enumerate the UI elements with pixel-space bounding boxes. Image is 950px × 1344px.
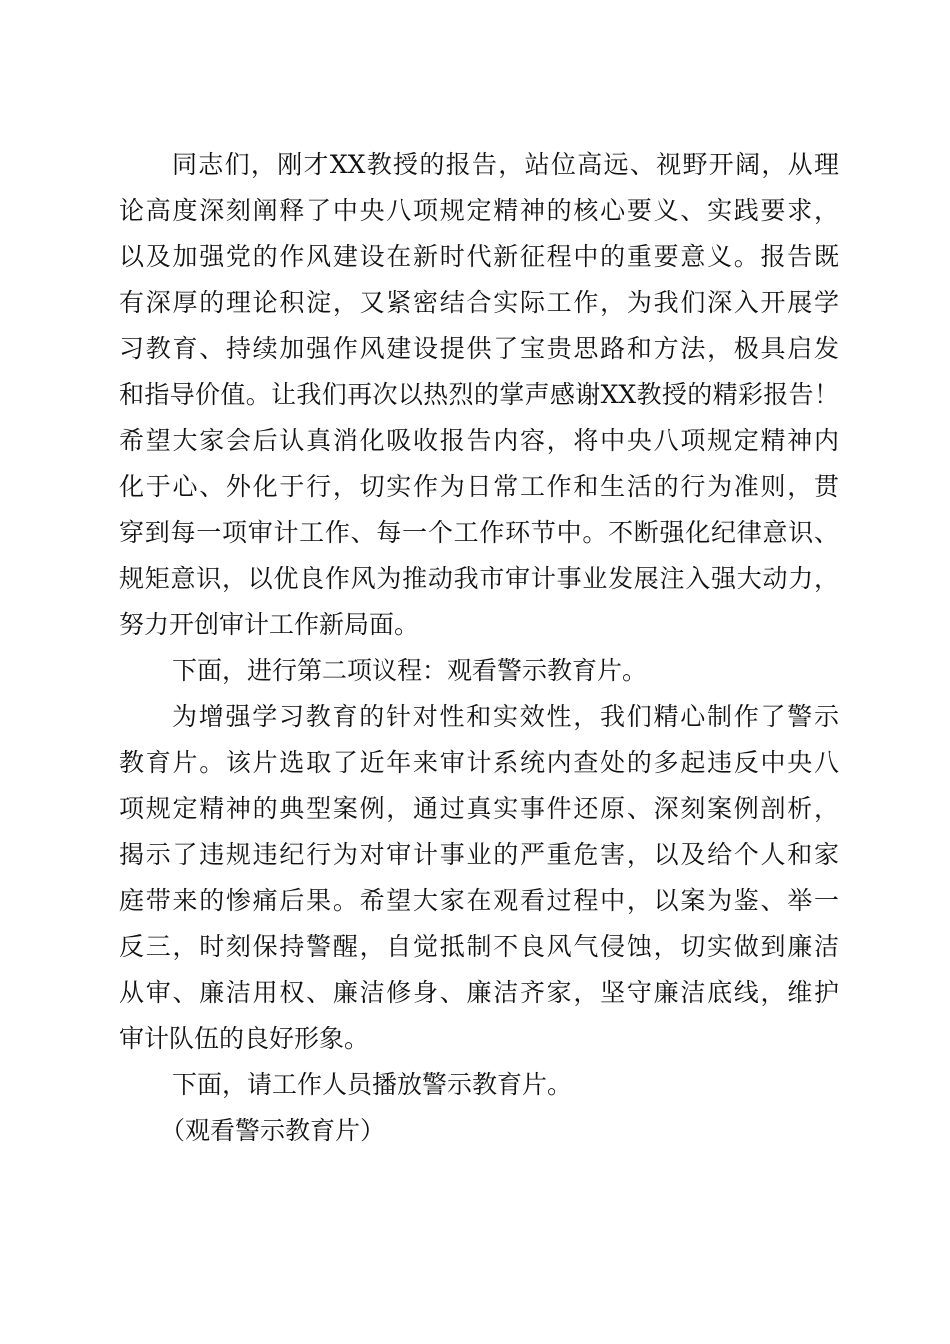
text-line: 反三，时刻保持警醒，自觉抵制不良风气侵蚀，切实做到廉洁	[119, 932, 839, 961]
text-line: 努力开创审计工作新局面。	[119, 610, 420, 639]
text-line: 下面，进行第二项议程：观看警示教育片。	[172, 656, 648, 685]
text-line: 项规定精神的典型案例，通过真实事件还原、深刻案例剖析，	[119, 794, 839, 823]
text-line: 希望大家会后认真消化吸收报告内容，将中央八项规定精神内	[119, 426, 839, 455]
text-line: 揭示了违规违纪行为对审计事业的严重危害，以及给个人和家	[119, 840, 839, 869]
text-line: 化于心、外化于行，切实作为日常工作和生活的行为准则，贯	[119, 472, 839, 501]
text-line: 规矩意识，以优良作风为推动我市审计事业发展注入强大动力，	[119, 564, 839, 593]
text-line: 庭带来的惨痛后果。希望大家在观看过程中，以案为鉴、举一	[119, 886, 839, 915]
text-line: 为增强学习教育的针对性和实效性，我们精心制作了警示	[172, 702, 839, 731]
text-line: 有深厚的理论积淀，又紧密结合实际工作，为我们深入开展学	[119, 288, 839, 317]
text-line: 和指导价值。让我们再次以热烈的掌声感谢XX教授的精彩报告！	[119, 380, 839, 409]
text-line: 穿到每一项审计工作、每一个工作环节中。不断强化纪律意识、	[119, 518, 839, 547]
text-line: 从审、廉洁用权、廉洁修身、廉洁齐家，坚守廉洁底线，维护	[119, 978, 839, 1007]
text-line: （观看警示教育片）	[160, 1116, 386, 1145]
text-line: 以及加强党的作风建设在新时代新征程中的重要意义。报告既	[119, 242, 839, 271]
text-line: 下面，请工作人员播放警示教育片。	[172, 1070, 573, 1099]
text-line: 教育片。该片选取了近年来审计系统内查处的多起违反中央八	[119, 748, 839, 777]
text-line: 同志们，刚才XX教授的报告，站位高远、视野开阔，从理	[172, 150, 839, 179]
text-line: 审计队伍的良好形象。	[119, 1024, 370, 1053]
text-line: 论高度深刻阐释了中央八项规定精神的核心要义、实践要求，	[119, 196, 839, 225]
text-line: 习教育、持续加强作风建设提供了宝贵思路和方法，极具启发	[119, 334, 839, 363]
